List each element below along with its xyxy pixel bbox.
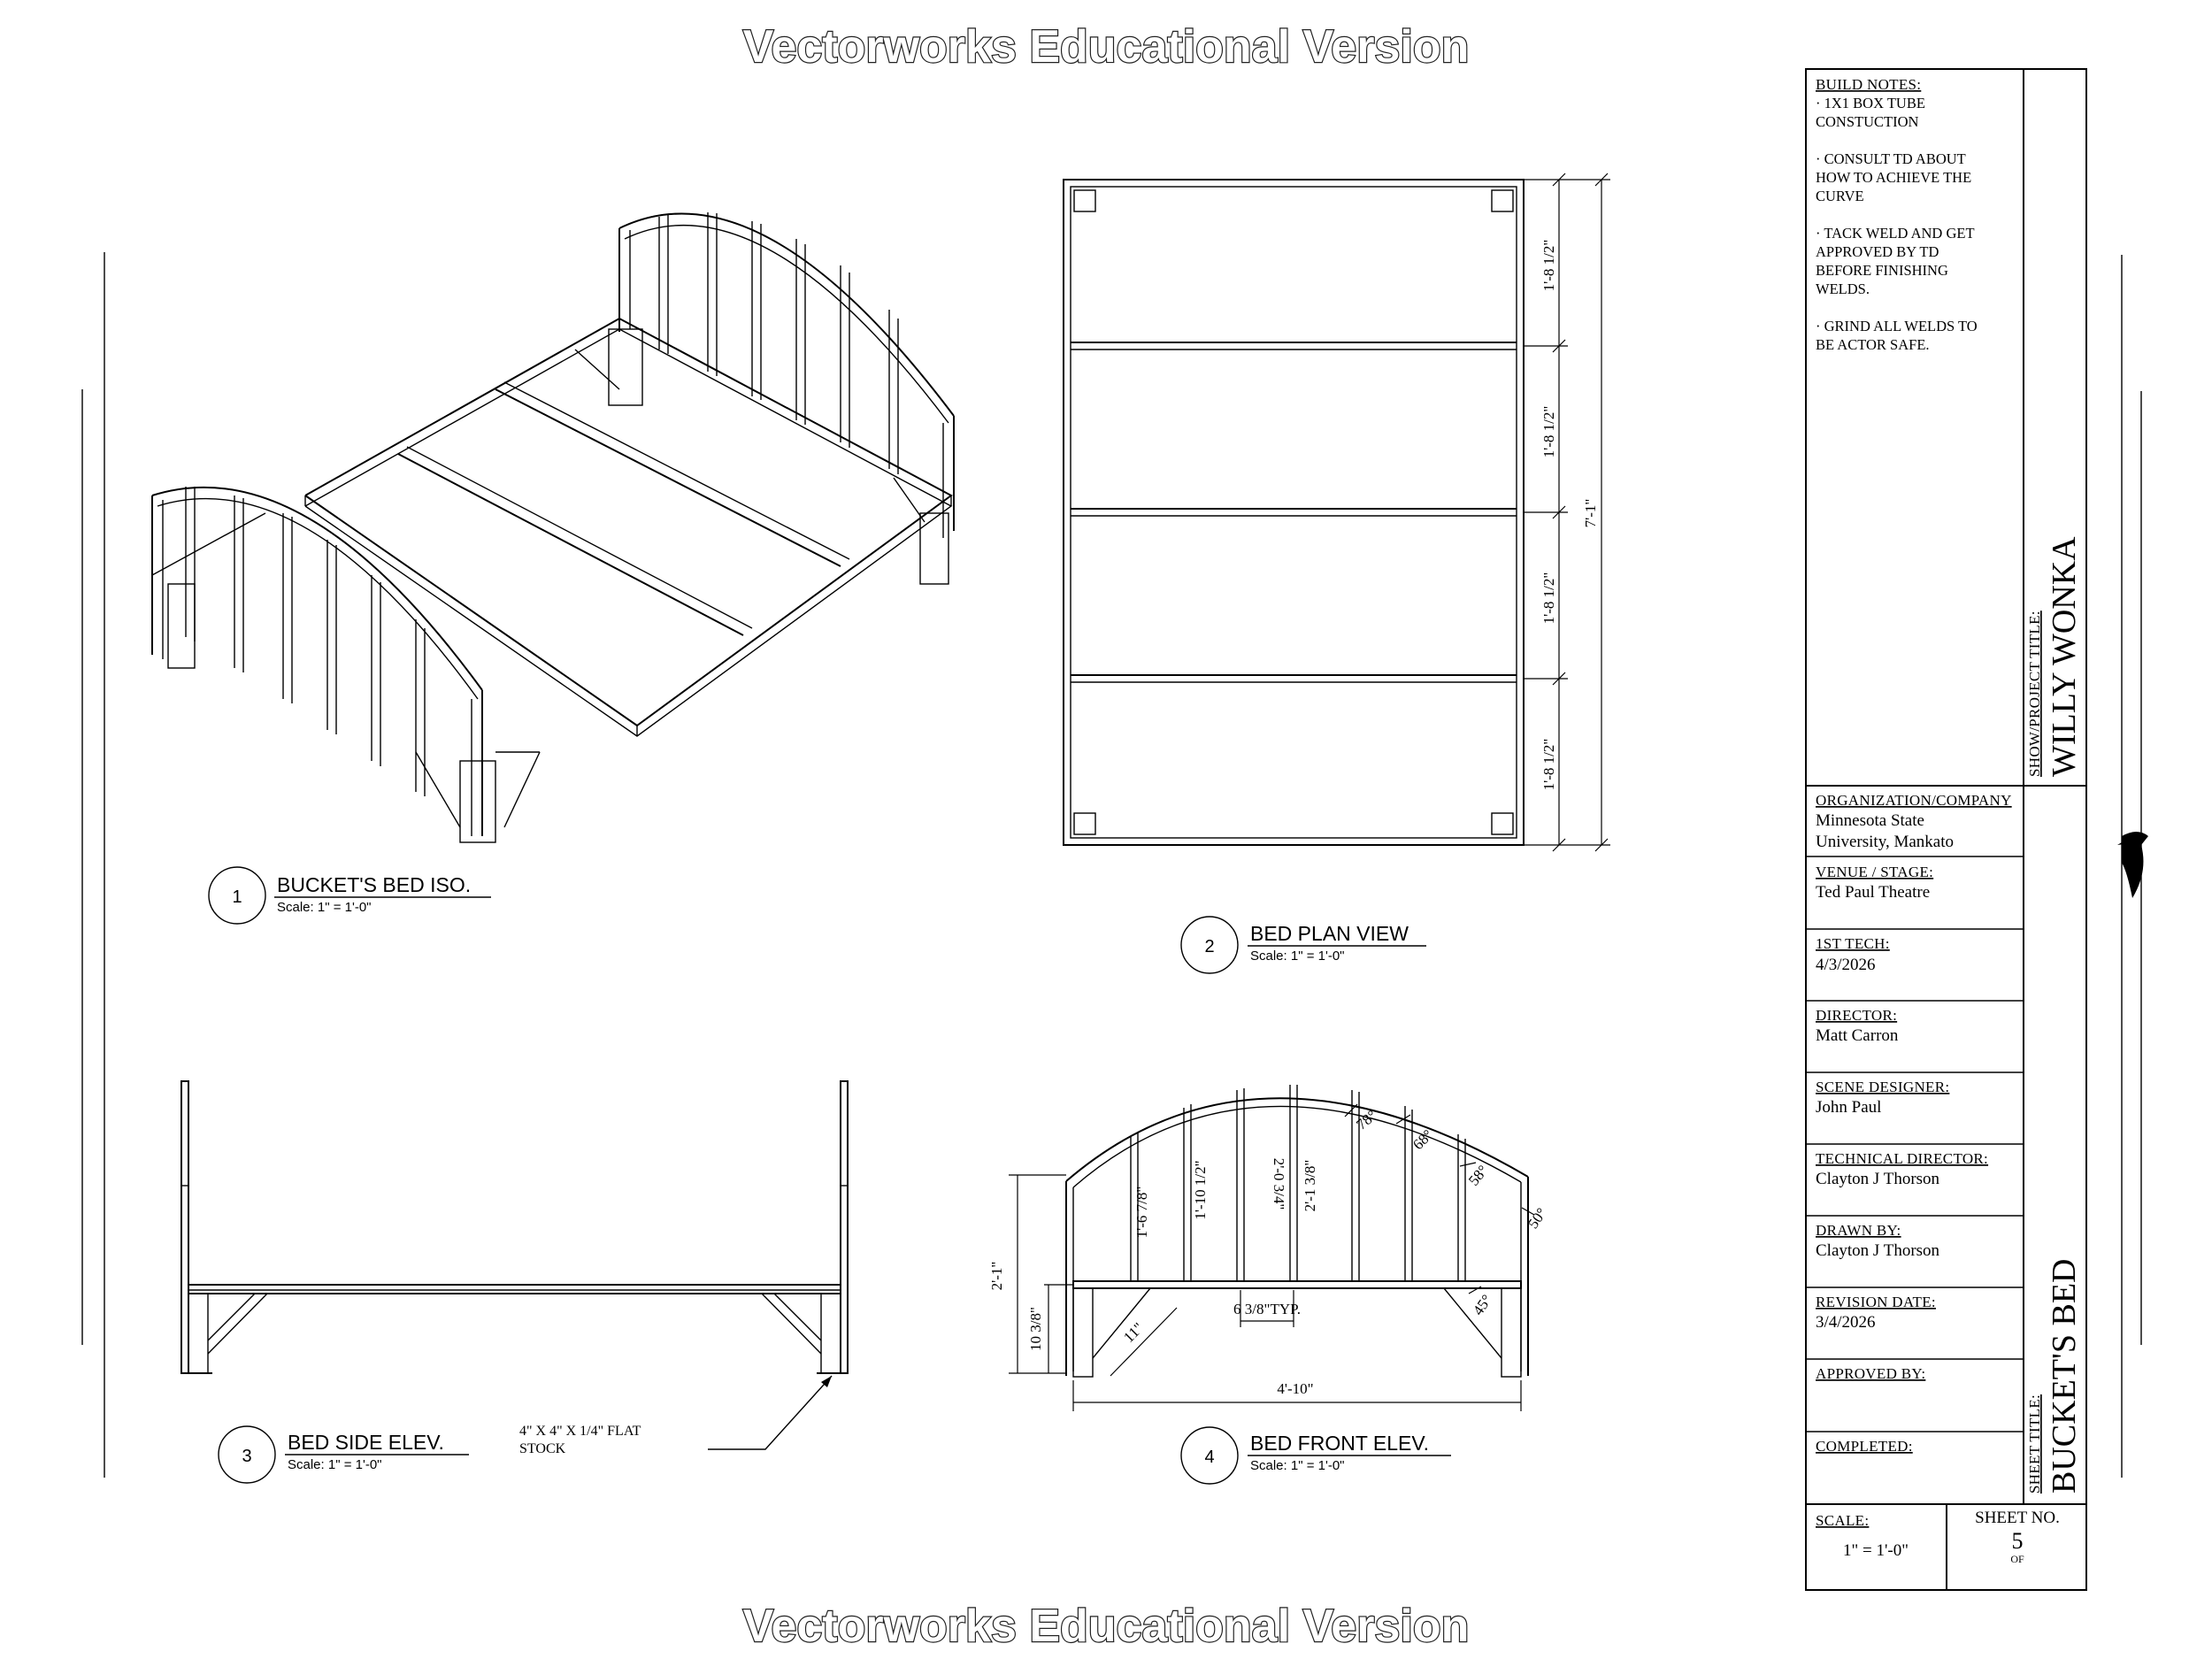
sheet-title-label: SHEET TITLE:: [2026, 1394, 2043, 1494]
build-note-line: · CONSULT TD ABOUT: [1816, 150, 1966, 167]
view-number-2: 2: [1204, 937, 1215, 956]
watermark-bottom: Vectorworks Educational Version: [742, 1601, 1470, 1652]
front-dim-post-4: 2'-1 3/8": [1302, 1159, 1318, 1212]
sheet-title: BUCKET'S BED: [2046, 1258, 2083, 1494]
approved-by-label: APPROVED BY:: [1816, 1365, 1926, 1382]
show-title: WILLY WONKA: [2046, 536, 2083, 777]
build-note-line: · TACK WELD AND GET: [1816, 225, 1975, 242]
side-callout-line-2: STOCK: [519, 1441, 566, 1456]
technical-director-label: TECHNICAL DIRECTOR:: [1816, 1150, 1989, 1167]
build-notes-label: BUILD NOTES:: [1816, 76, 1922, 93]
plan-dim-total: 7'-1": [1582, 498, 1599, 528]
front-angle-1: 78°: [1353, 1106, 1380, 1133]
front-angle-2: 68°: [1409, 1125, 1437, 1154]
build-note-line: WELDS.: [1816, 280, 1870, 297]
revision-date-value: 3/4/2026: [1816, 1313, 1876, 1332]
build-note-line: CURVE: [1816, 188, 1864, 204]
left-border-lines: [82, 252, 104, 1478]
view-title-4: BED FRONT ELEV.: [1250, 1432, 1429, 1455]
scene-designer-value: John Paul: [1816, 1098, 1882, 1117]
view-title-2: BED PLAN VIEW: [1250, 922, 1409, 945]
iso-view: [152, 212, 954, 924]
view-scale-3: Scale: 1" = 1'-0": [288, 1457, 382, 1472]
view-label-2: [1181, 917, 1426, 973]
front-elevation-view: [988, 1085, 1550, 1484]
view-label-4: [1181, 1427, 1451, 1484]
front-angle-4: 50°: [1524, 1204, 1551, 1233]
scale-label: SCALE:: [1816, 1512, 1870, 1529]
sheet-no-label: SHEET NO.: [1975, 1509, 2060, 1527]
view-label-1: [209, 867, 491, 924]
drawn-by-label: DRAWN BY:: [1816, 1222, 1901, 1239]
title-block: [1806, 69, 2086, 1590]
build-note-line: BEFORE FINISHING: [1816, 262, 1948, 279]
front-dim-spacing: 6 3/8"TYP.: [1233, 1301, 1301, 1317]
first-tech-value: 4/3/2026: [1816, 956, 1876, 974]
front-dim-height-total: 2'-1": [988, 1261, 1005, 1291]
organization-value-2: University, Mankato: [1816, 833, 1955, 851]
director-value: Matt Carron: [1816, 1026, 1899, 1045]
venue-value: Ted Paul Theatre: [1816, 883, 1931, 902]
side-callout-line-1: 4" X 4" X 1/4" FLAT: [519, 1424, 641, 1439]
front-dim-post-1: 1'-6 7/8": [1133, 1186, 1150, 1239]
iso-footboard-front: [152, 487, 540, 842]
build-note-line: APPROVED BY TD: [1816, 243, 1939, 260]
build-notes: [1816, 95, 1978, 353]
technical-director-value: Clayton J Thorson: [1816, 1170, 1940, 1188]
venue-label: VENUE / STAGE:: [1816, 864, 1934, 880]
view-scale-1: Scale: 1" = 1'-0": [277, 900, 372, 915]
drawn-by-value: Clayton J Thorson: [1816, 1241, 1940, 1260]
build-note-line: · 1X1 BOX TUBE: [1816, 95, 1925, 111]
view-number-4: 4: [1204, 1448, 1215, 1467]
plan-dim-seg-3: 1'-8 1/2": [1540, 572, 1557, 625]
front-angle-5: 45°: [1469, 1291, 1496, 1319]
front-dim-leg-height: 10 3/8": [1027, 1307, 1044, 1351]
show-title-label: SHOW/PROJECT TITLE:: [2026, 611, 2043, 777]
build-note-line: CONSTUCTION: [1816, 113, 1919, 130]
front-dim-width: 4'-10": [1277, 1380, 1314, 1397]
view-title-1: BUCKET'S BED ISO.: [277, 873, 472, 896]
view-label-3: [219, 1426, 469, 1483]
front-angle-3: 58°: [1464, 1162, 1492, 1189]
side-elevation-view: [181, 1081, 848, 1483]
revision-date-label: REVISION DATE:: [1816, 1294, 1936, 1310]
view-title-3: BED SIDE ELEV.: [288, 1431, 444, 1454]
plan-dimensions: [1524, 173, 1610, 851]
front-dim-brace: 11": [1120, 1319, 1148, 1347]
scale-value: 1" = 1'-0": [1843, 1541, 1909, 1560]
plan-view: [1064, 173, 1610, 973]
iso-platform: [305, 319, 951, 736]
first-tech-label: 1ST TECH:: [1816, 935, 1890, 952]
scene-designer-label: SCENE DESIGNER:: [1816, 1079, 1950, 1095]
organization-label: ORGANIZATION/COMPANY: [1816, 792, 2012, 809]
front-dim-post-2: 1'-10 1/2": [1192, 1160, 1209, 1220]
plan-dim-seg-4: 1'-8 1/2": [1540, 738, 1557, 791]
view-scale-4: Scale: 1" = 1'-0": [1250, 1458, 1345, 1473]
organization-value-1: Minnesota State: [1816, 811, 1924, 830]
view-scale-2: Scale: 1" = 1'-0": [1250, 949, 1345, 964]
front-dim-post-3: 2'-0 3/4": [1271, 1157, 1287, 1210]
plan-dim-seg-1: 1'-8 1/2": [1540, 239, 1557, 292]
front-dimensions: [988, 1104, 1550, 1411]
watermark-top: Vectorworks Educational Version: [742, 21, 1470, 73]
sheet-of-label: OF: [2010, 1553, 2024, 1565]
completed-label: COMPLETED:: [1816, 1438, 1913, 1455]
plan-dim-seg-2: 1'-8 1/2": [1540, 405, 1557, 458]
build-note-line: BE ACTOR SAFE.: [1816, 336, 1930, 353]
view-number-1: 1: [232, 887, 242, 907]
view-number-3: 3: [242, 1447, 252, 1466]
build-note-line: HOW TO ACHIEVE THE: [1816, 169, 1972, 186]
sheet-no: 5: [2011, 1528, 2024, 1554]
director-label: DIRECTOR:: [1816, 1007, 1898, 1024]
build-note-line: · GRIND ALL WELDS TO: [1816, 318, 1978, 334]
